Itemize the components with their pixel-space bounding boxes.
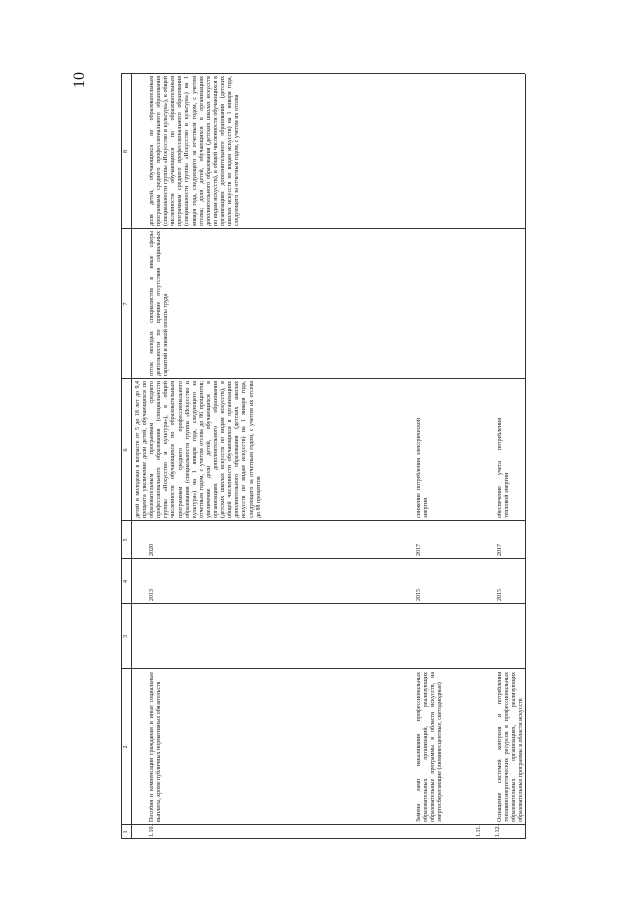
header-col-4: 4 [123,580,129,583]
start-year: 2015 [497,589,503,601]
header-col-7: 7 [123,302,129,306]
header-col-6: 6 [123,448,129,452]
end-year: 2017 [497,544,503,556]
header-col-1: 1 [123,830,129,834]
measures-table-row-1-12 [121,74,525,839]
row-number: 1.12. [495,825,501,837]
indicators-text: доля детей, обучающихся по образовательным программам среднего профессионального образования (специальности группы «Искусство и культура»), в общей численности обучающихся по образовательным программам среднего профессионального образования (специальности группы «Искусство и культура») на 1 января года, следующего за отчетным годом, с учетом отсева; доля детей, обучающихся в организациях дополнительного образования (детских школах искусств по видам искусств), в общей численности обучающихся в организациях дополнительного образования (детских школах искусств по видам искусств) на 1 января года, следующего за отчетным годом, с учетом их отсева [149,76,241,226]
page-number: 10 [71,72,88,88]
consequences-text: отток молодых специалистов в иные сферы деятельности по причине отсутствия социальных гарантий и низкой оплаты труда [149,231,170,376]
row-number: 1.11. [476,825,482,837]
start-year: 2015 [416,589,422,601]
row-number: 1.10. [149,825,155,837]
header-col-3: 3 [123,635,129,638]
end-year: 2017 [416,544,422,556]
result-text: детей и молодежи в возрасте от 5 до 18 лет до 9,4 процента увеличение доли детей, обучающихся по образовательным программам среднего профессионального образования (специальности группы «Искусство и культура»), в общей численности обучающихся по образовательным программам среднего профессионального образования (специальности группы «Искусство и культура») на 1 января года, следующего за отчетным годом, с учетом отсева до 86 процентов; увеличение доли детей, обучающихся в организациях дополнительного образования (детских школах искусств по видам искусств), в общей численности обучающихся в организациях дополнительного образования (детских школах искусств по видам искусств) на 1 января года, следующего за отчетным годом, с учетом их отсева до 88 процентов [135,381,262,518]
row-1-12 [495,74,565,839]
start-year: 2013 [149,589,155,601]
header-col-5: 5 [123,538,129,542]
measure-text: Пособия и компенсации гражданам и иные социальные выплаты, кроме публичных нормативных обязательств [149,672,163,822]
header-col-2: 2 [123,745,129,749]
result-text: снижение потребления электрической энергии [416,418,430,518]
result-text: обеспечение учета потребления тепловой энергии [497,418,511,518]
measure-text: Замена ламп накаливания профессиональных образовательных организаций, реализующих образовательные программы в области искусств, на энергосберегающие (люминесцентные, светодиодные) [416,672,444,822]
header-col-8: 8 [123,150,129,153]
measure-text: Оснащение системой контроля и потребления топливноэнергетических ресурсов в профессиональных образовательных организациях, реализующих образовательные программы в области искусств [497,672,525,822]
end-year: 2020 [149,544,155,556]
